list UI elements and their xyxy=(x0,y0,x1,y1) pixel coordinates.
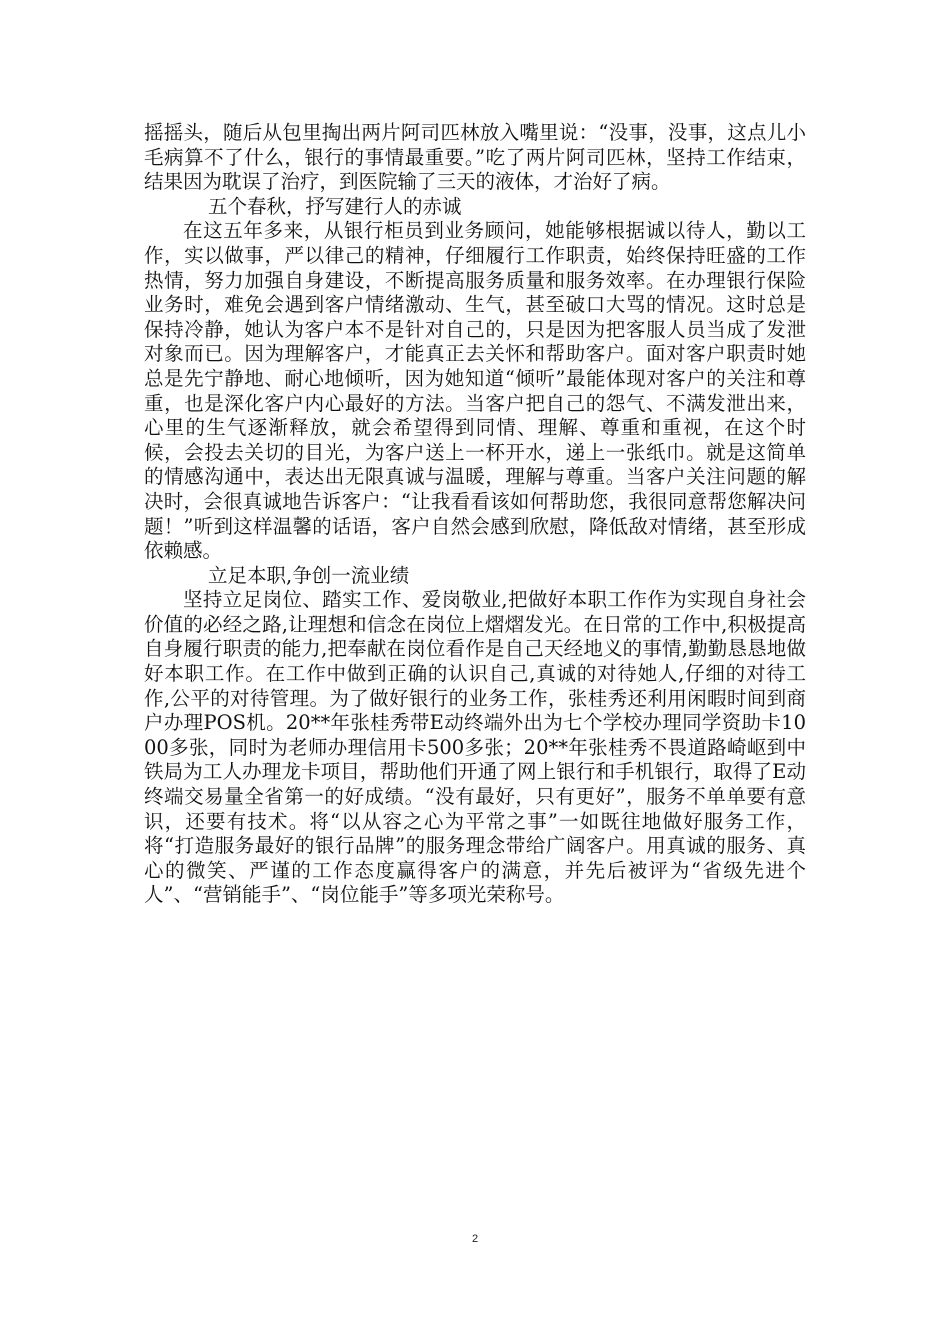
paragraph-job-dedication: 坚持立足岗位、踏实工作、爱岗敬业,把做好本职工作作为实现自身社会价值的必经之路,让理想和信念在岗位上熠熠发光。在日常的工作中,积极提高自身履行职责的能力,把奉献在岗位看作是自己天经地义的事情,勤勤恳恳地做好本职工作。在工作中做到正确的认识自己,真诚的对待她人,仔细的对待工作,公平的对待管理。为了做好银行的业务工作，张桂秀还利用闲暇时间到商户办理POS机。20**年张桂秀带E动终端外出为七个学校办理同学资助卡1000多张，同时为老师办理信用卡500多张；20**年张桂秀不畏道路崎岖到中铁局为工人办理龙卡项目，帮助他们开通了网上银行和手机银行，取得了E动终端交易量全省第一的好成绩。“没有最好，只有更好”，服务不单单要有意识，还要有技术。将“以从容之心为平常之事”一如既往地做好服务工作，将“打造服务最好的银行品牌”的服务理念带给广阔客户。用真诚的服务、真心的微笑、严谨的工作态度赢得客户的满意，并先后被评为“省级先进个人”、“营销能手”、“岗位能手”等多项光荣称号。 xyxy=(144,588,806,907)
paragraph-customer-service: 在这五年多来，从银行柜员到业务顾问，她能够根据诚以待人，勤以工作，实以做事，严以律己的精神，仔细履行工作职责，始终保持旺盛的工作热情，努力加强自身建设，不断提高服务质量和服务效率。在办理银行保险业务时，难免会遇到客户情绪激动、生气，甚至破口大骂的情况。这时总是保持冷静，她认为客户本不是针对自己的，只是因为把客服人员当成了发泄对象而已。因为理解客户，才能真正去关怀和帮助客户。面对客户职责时她总是先宁静地、耐心地倾听，因为她知道“倾听”最能体现对客户的关注和尊重，也是深化客户内心最好的方法。当客户把自己的怨气、不满发泄出来，心里的生气逐渐释放，就会希望得到同情、理解、尊重和重视，在这个时候，会投去关切的目光，为客户送上一杯开水，递上一张纸巾。就是这简单的情感沟通中，表达出无限真诚与温暖，理解与尊重。当客户关注问题的解决时，会很真诚地告诉客户：“让我看看该如何帮助您，我很同意帮您解决问题！”听到这样温馨的话语，客户自然会感到欣慰，降低敌对情绪，甚至形成依赖感。 xyxy=(144,219,806,563)
section-heading-five-seasons: 五个春秋，抒写建行人的赤诚 xyxy=(208,194,462,218)
section-heading-first-class-performance: 立足本职,争创一流业绩 xyxy=(208,563,410,587)
document-body xyxy=(144,121,806,908)
page-number: 2 xyxy=(471,1233,479,1245)
paragraph-continuation: 摇摇头，随后从包里掏出两片阿司匹林放入嘴里说：“没事，没事，这点儿小毛病算不了什么，银行的事情最重要。”吃了两片阿司匹林，坚持工作结束，结果因为耽误了治疗，到医院输了三天的液体，才治好了病。 xyxy=(144,121,806,194)
